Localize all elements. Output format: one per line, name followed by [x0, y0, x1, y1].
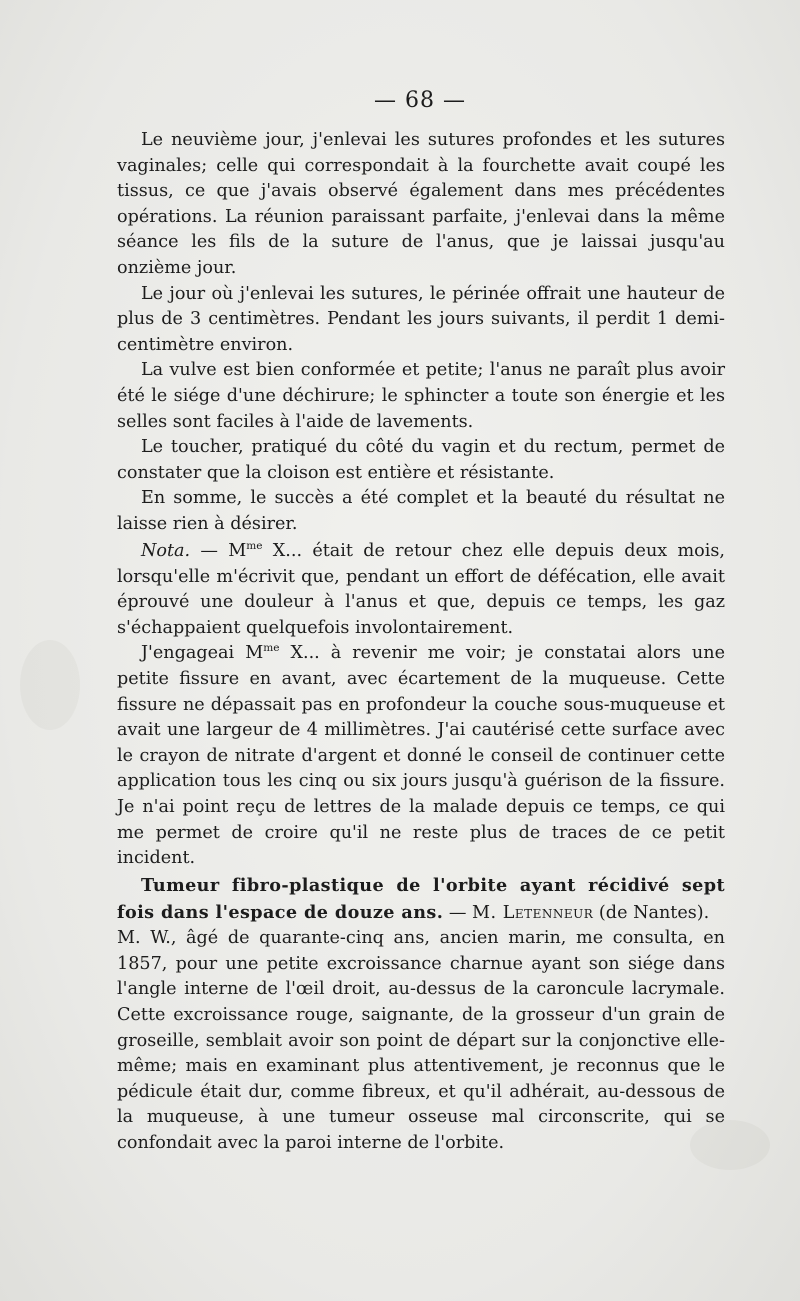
article-location: (de Nantes). [593, 902, 710, 923]
nota-dash: — [190, 541, 229, 561]
article-dash: — [443, 902, 473, 923]
article-author: M. Letenneur [472, 902, 594, 923]
section-article [117, 873, 725, 1157]
mme-abbrev: M [228, 541, 247, 561]
nota-text: X... à revenir me voir; je constatai alors une petite fissure en avant, avec écartement de la muqueuse. Cette fissure ne dépassait pas en profondeur la couche sous-muqueuse et avait une largeur de 4 millimètres. J'ai cautérisé cette surface avec le crayon de nitrate d'argent et donné le conseil de continuer cette application tous les cinq ou six jours jusqu'à guérison de la fissure. Je n'ai point reçu de lettres de la malade depuis ce temps, ce qui me permet de croire qu'il ne reste plus de traces de ce petit incident. [117, 643, 725, 869]
article-body: M. W., âgé de quarante-cinq ans, ancien marin, me consulta, en 1857, pour une petite excroissance charnue ayant son siége dans l'angle interne de l'œil droit, au-dessus de la caroncule lacrymale. Cette excroissance rouge, saignante, de la grosseur d'un grain de groseille, semblait avoir son point de départ sur la conjonctive elle-même; mais en examinant plus attentivement, je reconnus que le pédicule était dur, comme fibreux, et qu'il adhérait, au-dessous de la muqueuse, à une tumeur osseuse mal circonscrite, qui se confondait avec la paroi interne de l'orbite. [117, 928, 725, 1153]
article-title: Tumeur fibro-plastique de l'orbite ayant récidivé sept fois dans l'espace de douze ans. [117, 875, 725, 923]
nota-text: X... était de retour chez elle depuis deux mois, lorsqu'elle m'écrivit que, pendant un effort de défécation, elle avait éprouvé une douleur à l'anus et que, depuis ce temps, les gaz s'échappaient quelquefois involontairement. [117, 541, 725, 638]
paragraph: Le jour où j'enlevai les sutures, le périnée offrait une hauteur de plus de 3 centimètres. Pendant les jours suivants, il perdit 1 demi-centimètre environ. [117, 283, 725, 355]
paragraph: Le neuvième jour, j'enlevai les sutures profondes et les sutures vaginales; celle qui correspondait à la fourchette avait coupé les tissus, ce que j'avais observé également dans mes précédentes opérations. La réunion paraissant parfaite, j'enlevai dans la même séance les fils de la suture de l'anus, que je laissai jusqu'au onzième jour. [117, 130, 725, 278]
section-nota [117, 539, 725, 872]
nota-label: Nota. [141, 541, 191, 561]
mme-abbrev: M [245, 643, 264, 664]
mme-superscript: me [246, 540, 263, 553]
paragraph: La vulve est bien conformée et petite; l'anus ne paraît plus avoir été le siége d'une déchirure; le sphincter a toute son énergie et les selles sont faciles à l'aide de lavements. [117, 360, 725, 432]
article-heading [117, 873, 725, 926]
nota-lead: J'engageai [141, 643, 246, 664]
section-operation-followup [117, 128, 725, 538]
nota-paragraph [117, 539, 725, 641]
nota-paragraph [117, 641, 725, 871]
mme-superscript: me [263, 642, 280, 655]
paragraph: Le toucher, pratiqué du côté du vagin et du rectum, permet de constater que la cloison est entière et résistante. [117, 437, 725, 483]
paper-stain [20, 640, 80, 730]
page-number: — 68 — [374, 88, 466, 113]
paragraph: En somme, le succès a été complet et la beauté du résultat ne laisse rien à désirer. [117, 488, 725, 534]
